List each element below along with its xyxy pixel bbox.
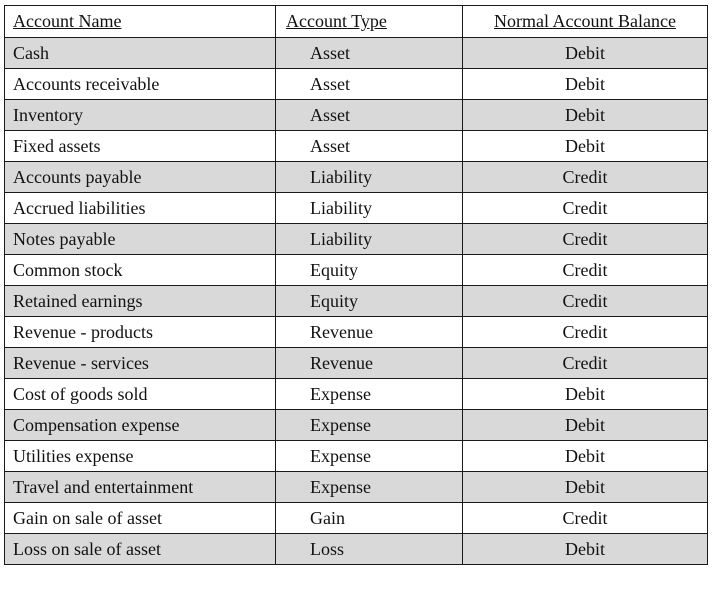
account-type-cell: Asset	[276, 131, 463, 162]
normal-balance-cell: Credit	[463, 503, 708, 534]
account-name-cell: Inventory	[5, 100, 276, 131]
table-row	[5, 286, 708, 317]
account-name-cell: Accounts payable	[5, 162, 276, 193]
table-row	[5, 255, 708, 286]
table-row	[5, 69, 708, 100]
table-body	[5, 38, 708, 565]
normal-balance-cell: Credit	[463, 317, 708, 348]
header-account-name: Account Name	[5, 6, 276, 38]
normal-balance-cell: Credit	[463, 193, 708, 224]
account-name-cell: Notes payable	[5, 224, 276, 255]
account-type-cell: Expense	[276, 441, 463, 472]
account-name-cell: Travel and entertainment	[5, 472, 276, 503]
account-type-cell: Equity	[276, 255, 463, 286]
normal-balance-cell: Credit	[463, 255, 708, 286]
header-normal-balance: Normal Account Balance	[463, 6, 708, 38]
table-row	[5, 131, 708, 162]
table-row	[5, 410, 708, 441]
normal-balance-cell: Credit	[463, 348, 708, 379]
account-name-cell: Accrued liabilities	[5, 193, 276, 224]
table-header-row	[5, 6, 708, 38]
account-type-cell: Equity	[276, 286, 463, 317]
table-row	[5, 379, 708, 410]
header-account-type: Account Type	[276, 6, 463, 38]
normal-balance-cell: Credit	[463, 286, 708, 317]
account-name-cell: Gain on sale of asset	[5, 503, 276, 534]
table-row	[5, 534, 708, 565]
normal-balance-cell: Debit	[463, 472, 708, 503]
account-name-cell: Compensation expense	[5, 410, 276, 441]
account-name-cell: Loss on sale of asset	[5, 534, 276, 565]
account-name-cell: Accounts receivable	[5, 69, 276, 100]
table-row	[5, 348, 708, 379]
account-type-cell: Liability	[276, 224, 463, 255]
account-type-cell: Expense	[276, 472, 463, 503]
account-type-cell: Expense	[276, 379, 463, 410]
normal-balance-cell: Debit	[463, 38, 708, 69]
normal-balance-cell: Debit	[463, 410, 708, 441]
account-name-cell: Revenue - services	[5, 348, 276, 379]
account-name-cell: Retained earnings	[5, 286, 276, 317]
account-type-cell: Expense	[276, 410, 463, 441]
account-type-cell: Liability	[276, 162, 463, 193]
table-row	[5, 193, 708, 224]
normal-balance-cell: Debit	[463, 131, 708, 162]
account-type-cell: Liability	[276, 193, 463, 224]
table-row	[5, 317, 708, 348]
normal-balance-cell: Debit	[463, 379, 708, 410]
account-type-cell: Gain	[276, 503, 463, 534]
account-name-cell: Cash	[5, 38, 276, 69]
account-name-cell: Common stock	[5, 255, 276, 286]
accounts-table	[4, 5, 708, 565]
normal-balance-cell: Debit	[463, 534, 708, 565]
table-row	[5, 503, 708, 534]
normal-balance-cell: Debit	[463, 69, 708, 100]
table-row	[5, 441, 708, 472]
account-type-cell: Asset	[276, 38, 463, 69]
table-row	[5, 100, 708, 131]
table-row	[5, 38, 708, 69]
account-type-cell: Asset	[276, 69, 463, 100]
normal-balance-cell: Debit	[463, 100, 708, 131]
table-row	[5, 162, 708, 193]
account-name-cell: Cost of goods sold	[5, 379, 276, 410]
account-name-cell: Revenue - products	[5, 317, 276, 348]
table-row	[5, 472, 708, 503]
account-type-cell: Asset	[276, 100, 463, 131]
account-name-cell: Utilities expense	[5, 441, 276, 472]
normal-balance-cell: Debit	[463, 441, 708, 472]
account-type-cell: Revenue	[276, 348, 463, 379]
table-row	[5, 224, 708, 255]
account-type-cell: Loss	[276, 534, 463, 565]
normal-balance-cell: Credit	[463, 162, 708, 193]
account-type-cell: Revenue	[276, 317, 463, 348]
normal-balance-cell: Credit	[463, 224, 708, 255]
account-name-cell: Fixed assets	[5, 131, 276, 162]
